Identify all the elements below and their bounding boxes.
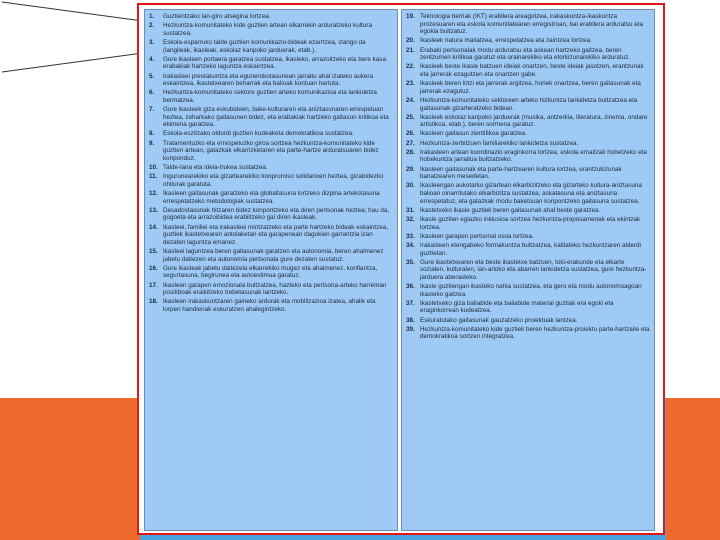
objective-number: 36.	[406, 283, 415, 291]
objective-text: Erabaki pertsonalak modu arduratsu eta askean hartzeko gaitzea, beren zentzumen kritikoa garatuz eta orainarekiko eta etorkizunarekiko arduratuz.	[420, 46, 631, 62]
objective-item	[406, 149, 650, 164]
objective-item	[149, 164, 393, 172]
objective-item	[406, 233, 650, 241]
objective-number: 31.	[406, 206, 415, 214]
objective-number: 37.	[406, 299, 415, 307]
arrow-to-item-3	[2, 52, 150, 72]
objective-number: 20.	[406, 37, 415, 45]
objective-text: Eskuratutako gaitasunak gauzatzeko proiektuak lantzea.	[420, 316, 578, 324]
objective-number: 21.	[406, 46, 415, 54]
objective-text: Ingurunearekiko eta gizartearekiko konpromiso solidarioen heztea, gizabidezko ohiturak garatuta.	[163, 173, 384, 188]
objective-item	[149, 130, 393, 138]
objective-text: Ikasle guztien egiazko inklusioa sortzea hezkuntza-proposamenak eta ekintzak lortzea.	[420, 215, 641, 231]
objective-number: 29.	[406, 165, 415, 173]
objective-item	[406, 37, 650, 45]
objective-number: 12.	[149, 190, 158, 197]
objective-number: 27.	[406, 139, 415, 147]
objective-item	[149, 13, 393, 21]
objective-item	[149, 224, 393, 247]
arrow-to-item-1	[2, 2, 150, 22]
objective-text: Ikastetxeko giza baliabide eta baliabide material guztiak era egoki eta eraginkorrean kudeatzea.	[420, 299, 614, 315]
objective-item	[406, 326, 650, 341]
objective-text: Eskola-eszitzako oldordi guztien kudeaketa demokratikoa sustatzea.	[163, 130, 354, 138]
objective-number: 19.	[406, 13, 415, 20]
objective-text: Ikasle guztiengan ikasteko nahia sustatzea, eta gero eta modu autonomoagoan ikasteko gaitzea.	[420, 283, 642, 298]
objective-text: Ikasleen irakaskuntzaren gaineko ardurak eta mobilizazioa izatea, ahalik eta lorpen handienak eskuratzen ahalegintzeko.	[163, 298, 376, 313]
objective-number: 22.	[406, 63, 415, 71]
objective-number: 7.	[149, 106, 155, 114]
objective-item	[406, 47, 650, 62]
objective-item	[406, 130, 650, 138]
objective-text: Ikasleen gaitasunak garatzeko eta globaltasuna lortzeko dizpina artekotasuna errespetatzeko metodologiak sustatzea.	[163, 190, 380, 205]
objective-item	[149, 207, 393, 222]
objective-text: Ikasleen garapen pertsonal osoa lortzea.	[420, 232, 534, 240]
objective-text: Ikasleek beste ikasle batzuen ideiak onartzen, beste ideiak jasotzen, erantzunak eta jarrerak ezagutzen eta onartzen gabe.	[420, 63, 644, 78]
objective-item	[406, 300, 650, 315]
objective-item	[149, 140, 393, 163]
objective-number: 17.	[149, 281, 158, 289]
objective-number: 14.	[149, 223, 158, 231]
objective-number: 25.	[406, 113, 415, 121]
objective-item	[149, 265, 393, 280]
objective-item	[406, 207, 650, 215]
objective-item	[406, 317, 650, 325]
objective-number: 34.	[406, 241, 415, 249]
objective-text: Eskola-esparruko talde guztien komunikazio-bideak ezarrtzea, izango da (langileak, ikasleak, eskolaz kanpoko jarduerak, etab.).	[163, 38, 366, 54]
objective-text: Ikasleei, familiei eta irakasleei mintzatzeko eta parte hartzeko bideak eskaintzea, guztiek ikastetxearen antolaketan eta garapenean dagokien garrantzia izan dezaten laguntza emanez.	[163, 223, 389, 246]
objective-text: Hezkuntza-komunitateko sektoreen arteko hizkuntza lankidetza bultzatzea eta gaitasunak gizarteratzeko bidean.	[420, 96, 638, 112]
objective-item	[149, 73, 393, 88]
objective-text: Ikasleengan aukotarko gizartean elkarbizitzeko eta gizarteko kultura-aniztasuna balioan oinarritutako elkarbizitza sustatzea, askatasuna eta aniztasuna errespetatuz, eta gatazkak modu baketsuan konpontzeko gaitasuna sustatzea.	[420, 182, 642, 205]
objective-item	[406, 80, 650, 95]
objective-text: Ikasleen gaitasunak eta parte-hartzearen kultura lortzea, erantzukizunak banatzearen mesedetan.	[420, 165, 622, 181]
objective-number: 30.	[406, 182, 415, 190]
objective-text: Tratamentuzko eta errespetuzko giroa sortzea hezkuntza-komunitateko kide guztien artean, gatazkak elkarrizketaren eta parte-hartze arduratsuaren bidez konponduz.	[163, 139, 379, 162]
objective-item	[149, 190, 393, 205]
objective-number: 33.	[406, 232, 415, 240]
background-band-orange-left	[0, 398, 140, 540]
objective-number: 5.	[149, 72, 155, 80]
objective-text: Desadostasunak hitzaren bidez konpontzeko eta diren pertsonak heztea; hau da, gogoeta eta arrazoibidea erabiltzeko gai diren ikasleak.	[163, 206, 390, 222]
objective-item	[406, 166, 650, 181]
objective-number: 3.	[149, 38, 155, 46]
objective-item	[406, 259, 650, 282]
objective-text: Irakasleei prestakuntza eta egunerokotasunean jarraitu ahal izateko aukera eskaintzea, ikastetxearen beharrak eta balioak kontuan hartuta.	[163, 72, 374, 88]
objective-item	[149, 298, 393, 313]
objective-number: 10.	[149, 164, 158, 172]
objective-text: Ikasleei laguntzea beren gaitasunak garatzen eta autonomia, beren ahalmenez jabetu daitezen eta autonomia pertsonala gure dezaten sustatuz.	[163, 247, 384, 263]
objective-item	[149, 248, 393, 263]
objective-item	[149, 89, 393, 104]
objective-text: Gure ikasleak jabetu daitezela elkarrekiko mugez eta ahalmenez, konfiantza, segurtasuna, begirunea eta autoestimua garatuz.	[163, 264, 378, 280]
objective-item	[406, 283, 650, 298]
objective-item	[149, 106, 393, 129]
objective-number: 23.	[406, 80, 415, 88]
background-band-orange-right	[666, 398, 720, 540]
objective-text: Ikasleek beren iritzi eta jarrerak argitzea, horiek onartzea, beren gaitasunak eta jarrerak ezagutuz.	[420, 80, 641, 95]
objective-item	[149, 22, 393, 37]
objective-number: 38.	[406, 316, 415, 324]
objective-text: Gure ikastetxearen eta beste ikastetxe batzuen, toki-erakunde eta elkarte sozialen, kulturalen, lan-arloko eta abarren lankidetza sustatzea, gure hezkuntza-jarduera aberasteko.	[420, 258, 647, 281]
objective-item	[406, 114, 650, 129]
objective-text: Hezkuntza-zerbitzuen familiarekiko lankidetza sustatzea.	[420, 139, 579, 147]
objective-text: Hezkuntza-komunitateko kide guztien artean elkarrekin arduratzeko kultura sustatzea.	[163, 22, 372, 37]
objective-item	[406, 242, 650, 257]
objective-text: Talde-lana eta ideia-trukea sustatzea.	[163, 164, 268, 172]
objective-number: 15.	[149, 247, 158, 255]
objective-number: 32.	[406, 215, 415, 223]
objective-text: Gure ikasleen portaera garatzea sustatzea, ikasleko, arrazoitzeko eta bere kasa erabakiak hartzeko laguntza eskaintzea.	[163, 55, 386, 71]
objective-number: 2.	[149, 22, 155, 30]
objective-text: Irakasleen etengabeko formakuntza bultzatzea, kalitateko hezkuntzaren alderdi guztietan.	[420, 241, 641, 257]
objective-item	[406, 216, 650, 231]
objective-number: 9.	[149, 139, 155, 147]
objective-number: 16.	[149, 264, 158, 272]
objective-text: Ikasleek natura maitatzea, errespetatzea eta zaintzea lortzea.	[420, 37, 592, 45]
objective-text: Ikasleek eskolaz kanpoko jarduerak (musika, antzerkia, literatura, zinema, ondare artistikoa, etab.), beren sormena garatuz.	[420, 113, 648, 129]
objective-text: Ikastetxeko ikasle guztiek beren gaitasunak ahal beste garatzea.	[420, 206, 601, 214]
objective-text: Hezkuntza-komunitateko kide guztiek beren hezkuntza-proiektu parte-hartzaile eta demokratikoa sortzen integratzea.	[420, 325, 650, 341]
objective-text: Teknologia berriak (IKT) erabilera areagotzea, irakaskuntza-ikaskuntza prozesuaren eta eskola komunitatearen erregistroan, bai erabilera arduratsu eta egokia bultzatuz.	[420, 13, 643, 36]
objective-text: Irakasleen artean koordinazio eraginkorra lortzea, eskola emaitzak hobetzeko eta hobekuntza jarraitua bultzatzeko.	[420, 148, 647, 164]
objective-item	[149, 173, 393, 188]
objective-number: 28.	[406, 148, 415, 156]
objective-text: Ikasleen gaitasun zientifikoa garatzea.	[420, 130, 527, 138]
objective-number: 1.	[149, 13, 155, 20]
objective-number: 6.	[149, 89, 155, 97]
objectives-right-column	[401, 9, 655, 531]
objective-item	[406, 140, 650, 148]
objective-item	[149, 282, 393, 297]
objectives-left-column	[144, 9, 398, 531]
objective-text: Gure ikasleek giza eskubideen, bake-kulturaren eta aniztasunaren errespetuan heztea, zeharkako gaitasunen bidez, eta erabakiak hartzeko gaitasun kritikoa eta ekimena garatzea.	[163, 106, 389, 129]
pointer-arrows	[0, 0, 160, 90]
objective-number: 26.	[406, 130, 415, 138]
objective-item	[406, 13, 650, 36]
objective-text: Ikasleen garapen emozionala bultzatzea, hazteko eta pertsona-arteko harreman positiboak eraikitzeko trebetasunak lantzeko.	[163, 281, 387, 297]
objective-number: 11.	[149, 173, 158, 181]
objective-number: 18.	[149, 298, 158, 306]
objective-text: Hezkuntza-komunitateko sektore guztien arteko komunikazioa eta lankidetza bermatzea.	[163, 89, 377, 104]
objective-number: 8.	[149, 130, 155, 138]
document-frame	[137, 3, 665, 535]
objective-item	[149, 39, 393, 54]
objective-number: 39.	[406, 325, 415, 333]
objective-item	[406, 63, 650, 78]
objective-text: Guztientzako lan-giro atsegina lortzea.	[163, 13, 271, 20]
objective-number: 35.	[406, 258, 415, 266]
objective-number: 4.	[149, 55, 155, 63]
objective-item	[406, 182, 650, 205]
objective-number: 24.	[406, 96, 415, 104]
objective-item	[149, 56, 393, 71]
objective-number: 13.	[149, 206, 158, 214]
objective-item	[406, 97, 650, 112]
